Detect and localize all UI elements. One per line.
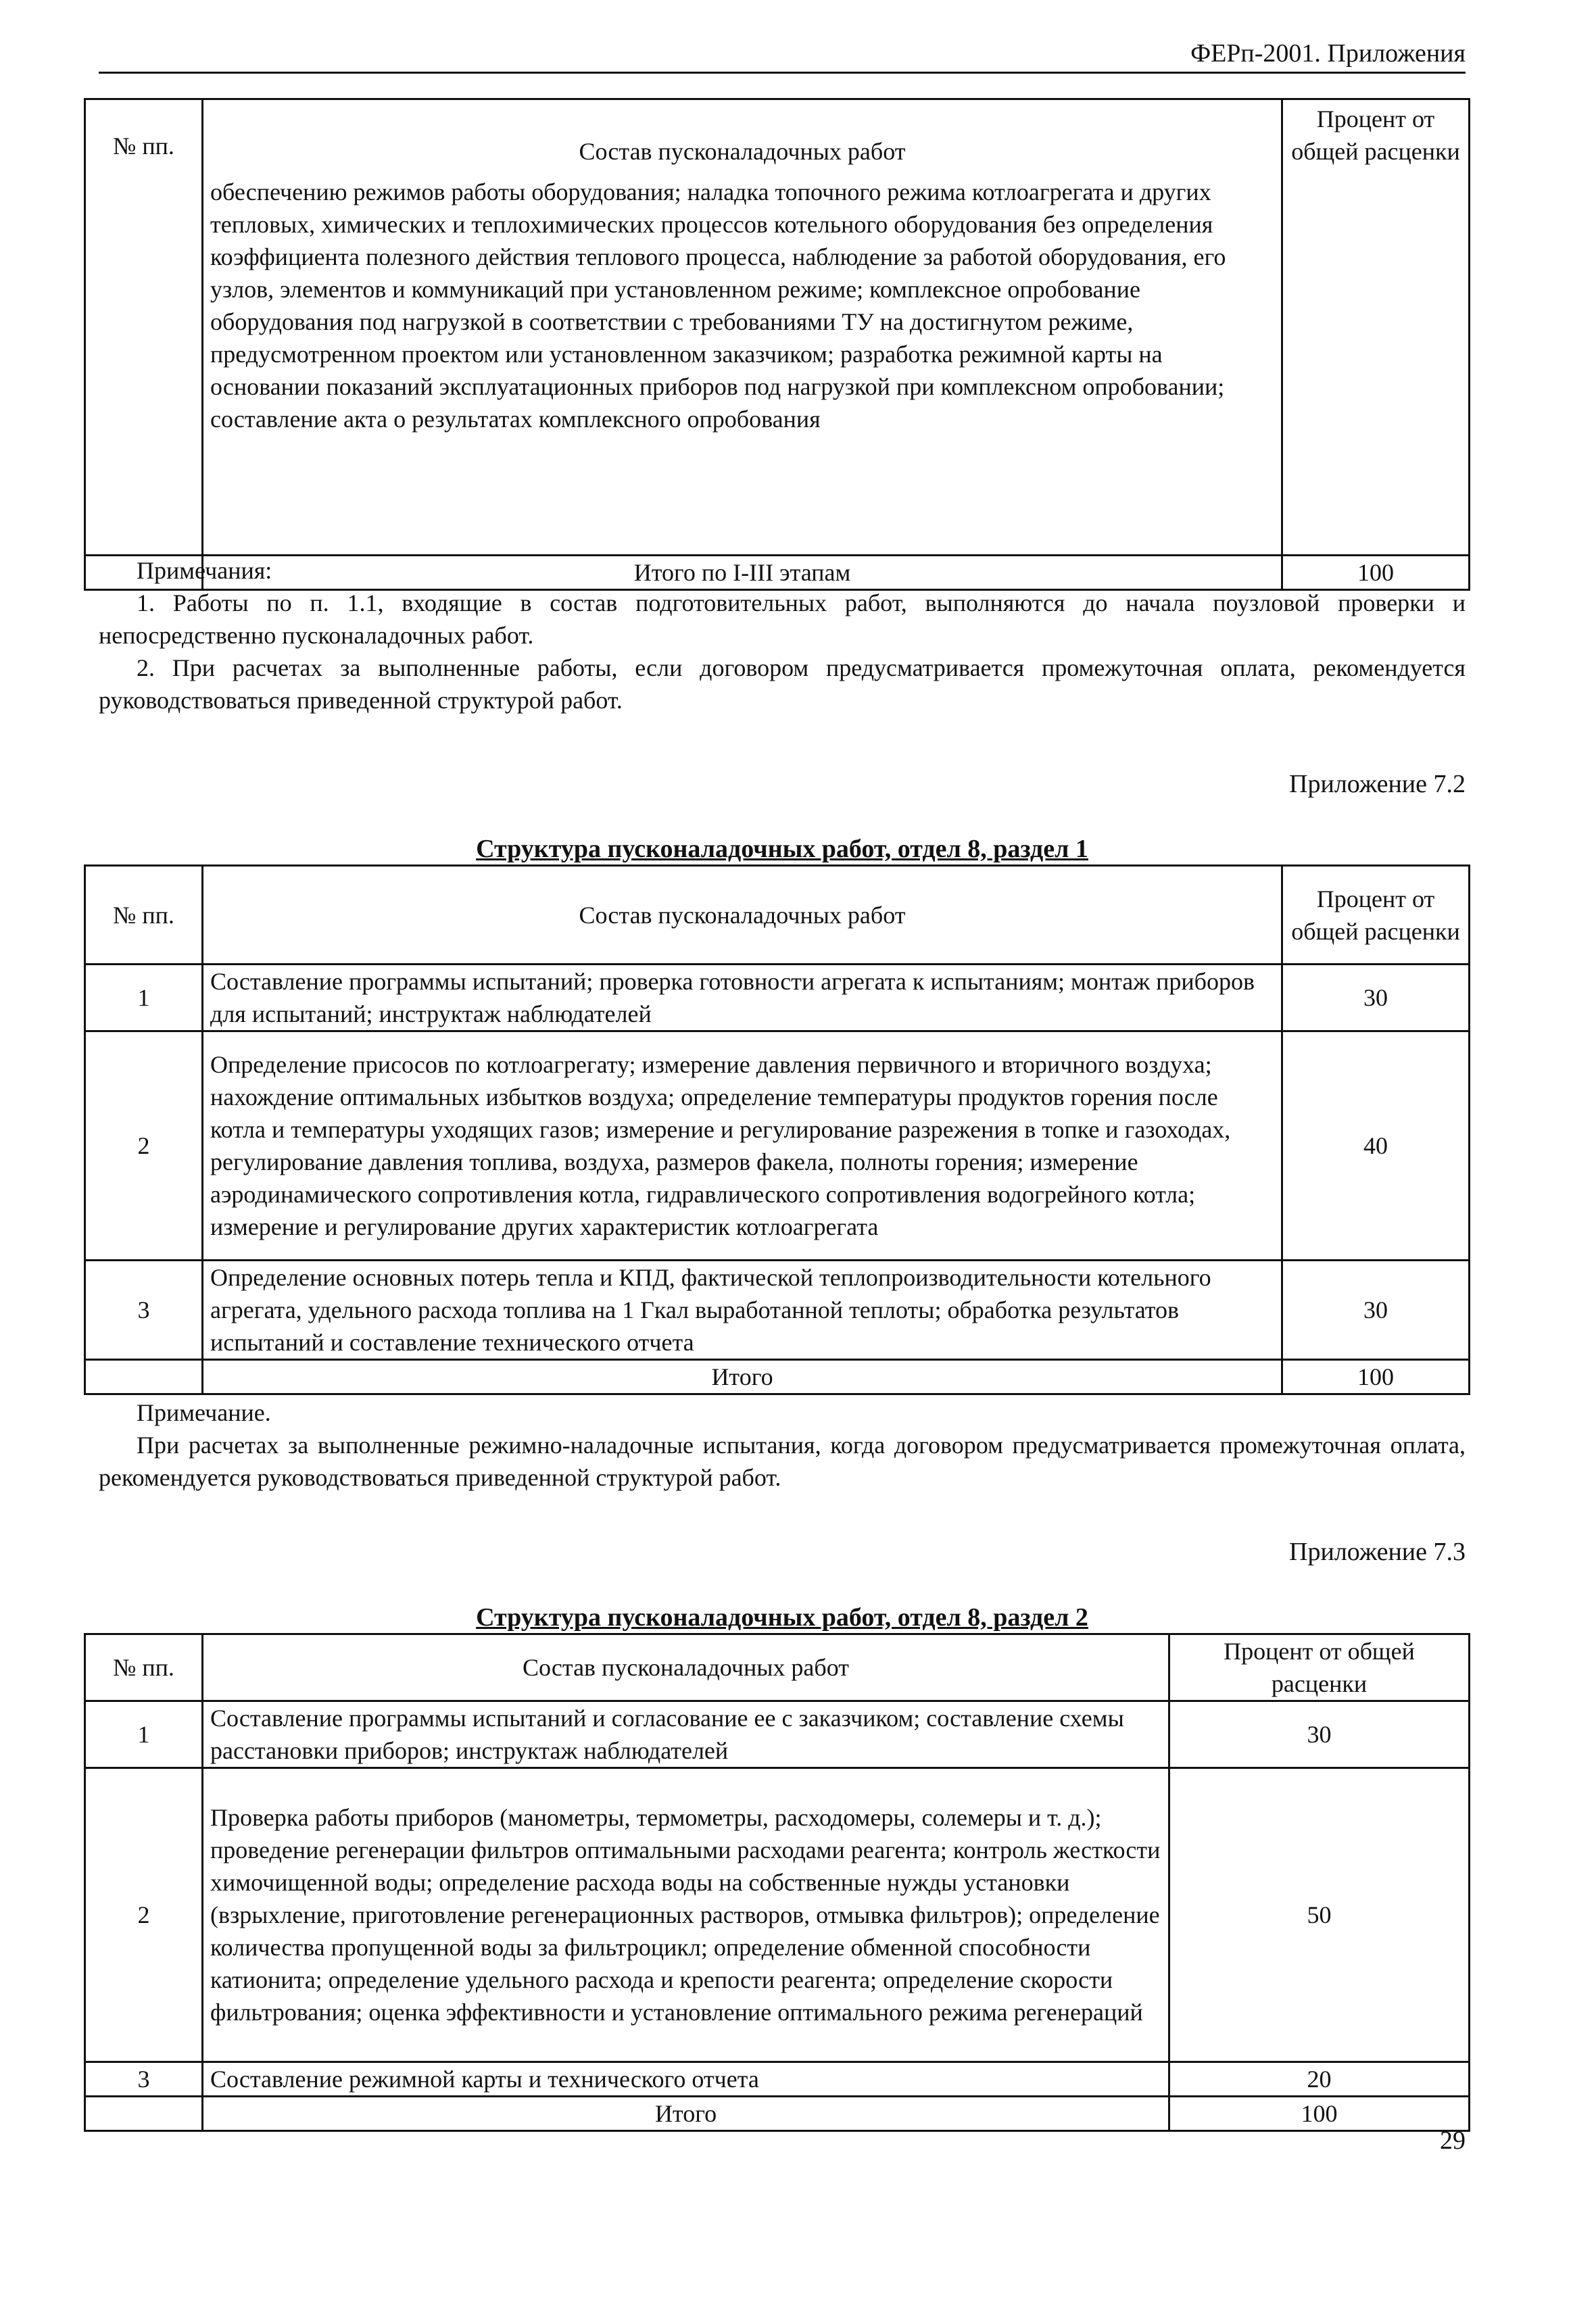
column-header-percent: Процент от общей расценки (1282, 866, 1470, 965)
column-header-work: Состав пусконаладочных работ (203, 1634, 1169, 1701)
table-row (85, 1031, 1470, 1261)
table-caption (99, 833, 1466, 865)
total-label: Итого (203, 1360, 1282, 1394)
table-caption (99, 1601, 1466, 1634)
row-percent: 50 (1169, 1768, 1470, 2062)
notes-heading: Примечания: (137, 557, 272, 584)
table-caption-text: Структура пусконаладочных работ, отдел 8, раздел 1 (476, 835, 1088, 863)
row-num: 3 (85, 1261, 203, 1360)
total-label: Итого (203, 2097, 1169, 2131)
table-header-row (85, 866, 1470, 965)
table-appendix-7-2 (84, 864, 1470, 1395)
note-item: 1. Работы по п. 1.1, входящие в состав подготовительных работ, выполняются до начала поузловой проверки и непосредственно пусконаладочных работ. (99, 589, 1466, 649)
notes-block (99, 1396, 1466, 1494)
appendix-label: Приложение 7.3 (1289, 1538, 1466, 1566)
table-row-total (85, 1360, 1470, 1394)
column-header-num: № пп. (85, 99, 203, 556)
row-num: 3 (85, 2062, 203, 2097)
table-row (85, 2062, 1470, 2097)
row-num: 1 (85, 965, 203, 1031)
table-header-row (85, 1634, 1470, 1701)
column-header-work: Состав пусконаладочных работ (203, 866, 1282, 965)
notes-block (99, 554, 1466, 716)
column-header-percent: Процент от общей расценки (1282, 99, 1470, 556)
row-num: 1 (85, 1701, 203, 1768)
page-number: 29 (1440, 2126, 1466, 2155)
row-percent: 30 (1282, 965, 1470, 1031)
table-row (85, 1701, 1470, 1768)
column-header-percent: Процент от общей расценки (1169, 1634, 1470, 1701)
row-percent: 30 (1169, 1701, 1470, 1768)
notes-heading: Примечание. (137, 1399, 271, 1426)
table-row-total (85, 2097, 1470, 2131)
table-row (85, 965, 1470, 1031)
page-header: ФЕРп-2001. Приложения (99, 35, 1466, 74)
row-work: Определение основных потерь тепла и КПД, фактической теплопроизводительности котельного агрегата, удельного расхода топлива на 1 Гкал выработанной теплоты; обработка результатов испытаний и составление технического отчета (203, 1261, 1282, 1360)
appendix-label: Приложение 7.2 (1289, 770, 1466, 798)
total-value: 100 (1169, 2097, 1470, 2131)
table-row (85, 1768, 1470, 2062)
row-percent: 40 (1282, 1031, 1470, 1261)
row-work: Составление программы испытаний и согласование ее с заказчиком; составление схемы расстановки приборов; инструктаж наблюдателей (203, 1701, 1169, 1768)
row-percent: 30 (1282, 1261, 1470, 1360)
row-work: Определение присосов по котлоагрегату; измерение давления первичного и вторичного воздуха; нахождение оптимальных избытков воздуха; определение температуры продуктов горения после котла и температуры уходящих газов; измерение и регулирование разрежения в топке и газоходах, регулирование давления топлива, воздуха, размеров факела, полноты горения; измерение аэродинамического сопротивления котла, гидравлического сопротивления водогрейного котла; измерение и регулирование других характеристик котлоагрегата (203, 1031, 1282, 1261)
table-cell-empty (85, 2097, 203, 2131)
table-caption-text: Структура пусконаладочных работ, отдел 8, раздел 2 (476, 1603, 1088, 1632)
total-label: Итого по I-III этапам (203, 556, 1282, 590)
column-header-work: Состав пусконаладочных работ (579, 138, 906, 165)
table-cell-work (203, 99, 1282, 556)
row-num: 2 (85, 1031, 203, 1261)
row-work: Проверка работы приборов (манометры, термометры, расходомеры, солемеры и т. д.); проведение регенерации фильтров оптимальными расходами реагента; контроль жесткости химочищенной воды; определение расхода воды на собственные нужды установки (взрыхление, приготовление регенерационных растворов, отмывка фильтров); определение количества пропущенной воды за фильтроцикл; определение обменной способности катионита; определение удельного расхода и крепости реагента; определение скорости фильтрования; оценка эффективности и установление оптимального режима регенераций (203, 1768, 1169, 2062)
row-work: Составление режимной карты и технического отчета (203, 2062, 1169, 2097)
total-value: 100 (1282, 556, 1470, 590)
table-appendix-7-3 (84, 1633, 1470, 2132)
table-structure-continued (84, 98, 1470, 591)
work-description-continued: обеспечению режимов работы оборудования; наладка топочного режима котлоагрегата и других тепловых, химических и теплохимических процессов котельного оборудования без определения коэффициента полезного действия теплового процесса, наблюдение за работой оборудования, его узлов, элементов и коммуникаций при установленном режиме; комплексное опробование оборудования под нагрузкой в соответствии с требованиями ТУ на достигнутом режиме, предусмотренном проектом или установленном заказчиком; разработка режимной карты на основании показаний эксплуатационных приборов под нагрузкой при комплексном опробовании; составление акта о результатах комплексного опробования (210, 178, 1226, 433)
column-header-num: № пп. (85, 1634, 203, 1701)
column-header-num: № пп. (85, 866, 203, 965)
row-percent: 20 (1169, 2062, 1470, 2097)
row-work: Составление программы испытаний; проверка готовности агрегата к испытаниям; монтаж приборов для испытаний; инструктаж наблюдателей (203, 965, 1282, 1031)
total-value: 100 (1282, 1360, 1470, 1394)
table-row (85, 99, 1470, 556)
table-cell-empty (85, 1360, 203, 1394)
table-row (85, 1261, 1470, 1360)
note-item: 2. При расчетах за выполненные работы, если договором предусматривается промежуточная оплата, рекомендуется руководствоваться приведенной структурой работ. (99, 654, 1466, 714)
row-num: 2 (85, 1768, 203, 2062)
note-item: При расчетах за выполненные режимно-наладочные испытания, когда договором предусматривается промежуточная оплата, рекомендуется руководствоваться приведенной структурой работ. (99, 1432, 1466, 1491)
